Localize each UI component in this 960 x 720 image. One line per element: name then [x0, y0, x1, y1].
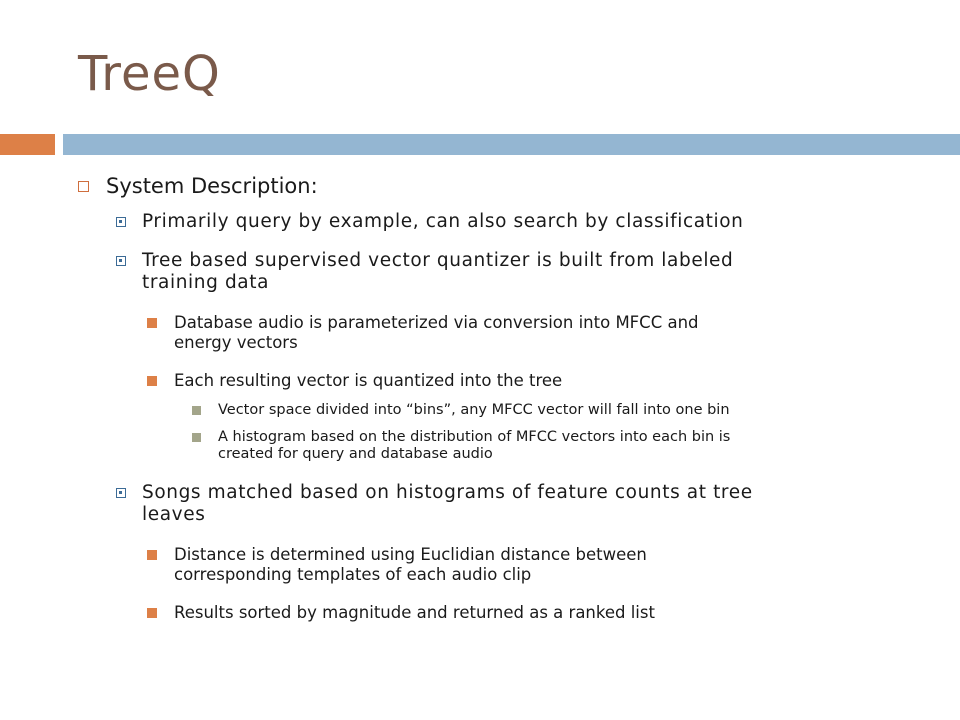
- bullet-point: [116, 211, 744, 233]
- bullet-text: Tree based supervised vector quantizer is built from labeled training data: [142, 250, 734, 294]
- square-bullet-icon: [116, 217, 126, 227]
- bullet-text: Vector space divided into “bins”, any MFCC vector will fall into one bin: [218, 402, 730, 418]
- bullet-text: A histogram based on the distribution of MFCC vectors into each bin is created for query and database audio: [218, 429, 731, 463]
- accent-bar-orange: [0, 134, 55, 155]
- bullet-text: Songs matched based on histograms of feature counts at tree leaves: [142, 482, 753, 526]
- square-bullet-icon: [116, 488, 126, 498]
- filled-square-bullet-icon: [147, 318, 157, 328]
- accent-bar-blue: [63, 134, 960, 155]
- filled-square-bullet-icon: [147, 376, 157, 386]
- bullet-point: [192, 402, 730, 419]
- filled-square-bullet-icon: [147, 550, 157, 560]
- bullet-point: [147, 371, 562, 391]
- bullet-system-description: [78, 174, 318, 199]
- bullet-point: [147, 603, 655, 623]
- small-square-bullet-icon: [192, 406, 201, 415]
- bullet-text: Primarily query by example, can also search by classification: [142, 211, 744, 232]
- bullet-text: System Description:: [106, 174, 318, 198]
- small-square-bullet-icon: [192, 433, 201, 442]
- bullet-point: [147, 313, 699, 353]
- square-bullet-icon: [116, 256, 126, 266]
- slide-title: TreeQ: [78, 46, 221, 102]
- bullet-text: Results sorted by magnitude and returned as a ranked list: [174, 603, 655, 622]
- filled-square-bullet-icon: [147, 608, 157, 618]
- bullet-point: [192, 429, 730, 464]
- bullet-point: [147, 545, 647, 585]
- hollow-square-bullet-icon: [78, 181, 89, 192]
- bullet-text: Distance is determined using Euclidian distance between corresponding templates of each audio clip: [174, 545, 647, 584]
- bullet-text: Each resulting vector is quantized into the tree: [174, 371, 563, 390]
- bullet-text: Database audio is parameterized via conversion into MFCC and energy vectors: [174, 313, 699, 352]
- bullet-point: [116, 482, 753, 526]
- bullet-point: [116, 250, 733, 294]
